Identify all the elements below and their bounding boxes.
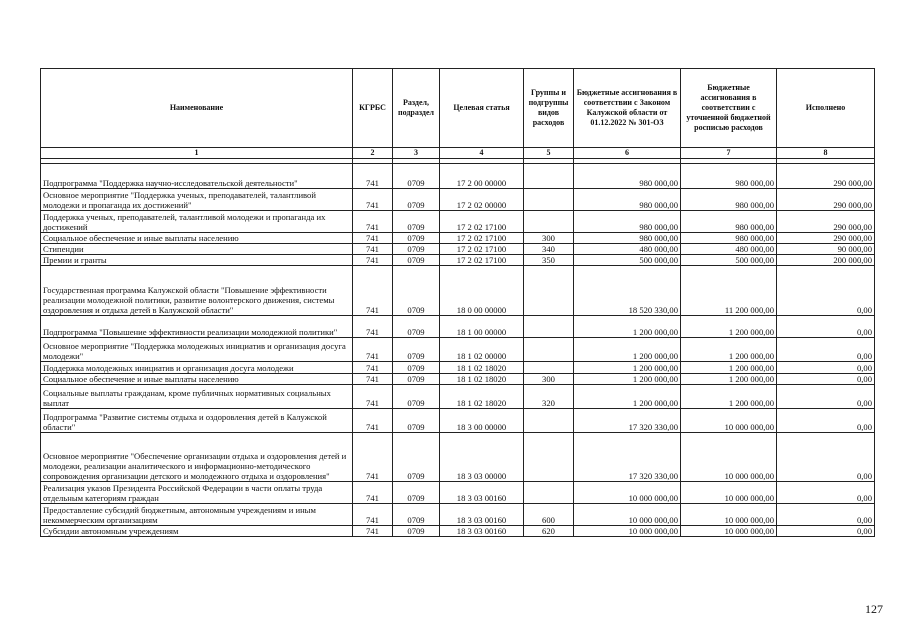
kgrbs-cell: 741 — [353, 362, 393, 374]
law-allocation-cell: 980 000,00 — [574, 211, 681, 233]
expense-group-cell — [524, 266, 574, 316]
item-name: Поддержка ученых, преподавателей, талантливой молодежи и пропаганда их достижений — [41, 211, 353, 233]
law-allocation-cell: 10 000 000,00 — [574, 504, 681, 526]
refined-allocation-cell: 980 000,00 — [681, 233, 777, 244]
table-row — [41, 211, 875, 233]
column-number: 5 — [524, 148, 574, 159]
item-name: Социальное обеспечение и иные выплаты населению — [41, 374, 353, 385]
refined-allocation-cell: 1 200 000,00 — [681, 338, 777, 362]
table-row — [41, 526, 875, 537]
target-article-cell: 18 3 03 00160 — [440, 482, 524, 504]
column-number: 1 — [41, 148, 353, 159]
expense-group-cell — [524, 211, 574, 233]
executed-cell: 290 000,00 — [777, 233, 875, 244]
header-section: Раздел, подраздел — [393, 69, 440, 148]
header-name: Наименование — [41, 69, 353, 148]
header-law-allocations: Бюджетные ассигнования в соответствии с Законом Калужской области от 01.12.2022 № 301-ОЗ — [574, 69, 681, 148]
column-number: 6 — [574, 148, 681, 159]
law-allocation-cell: 980 000,00 — [574, 233, 681, 244]
refined-allocation-cell: 1 200 000,00 — [681, 316, 777, 338]
expense-group-cell: 320 — [524, 385, 574, 409]
kgrbs-cell: 741 — [353, 504, 393, 526]
law-allocation-cell: 17 320 330,00 — [574, 433, 681, 482]
column-number: 4 — [440, 148, 524, 159]
law-allocation-cell: 1 200 000,00 — [574, 374, 681, 385]
section-cell: 0709 — [393, 409, 440, 433]
expense-group-cell — [524, 164, 574, 189]
item-name: Подпрограмма "Развитие системы отдыха и оздоровления детей в Калужской области" — [41, 409, 353, 433]
target-article-cell: 17 2 00 00000 — [440, 164, 524, 189]
item-name: Предоставление субсидий бюджетным, автономным учреждениям и иным некоммерческим организациям — [41, 504, 353, 526]
target-article-cell: 18 3 03 00160 — [440, 504, 524, 526]
expense-group-cell — [524, 189, 574, 211]
expense-group-cell: 300 — [524, 233, 574, 244]
section-cell: 0709 — [393, 374, 440, 385]
expense-group-cell — [524, 433, 574, 482]
table-row — [41, 164, 875, 189]
kgrbs-cell: 741 — [353, 338, 393, 362]
target-article-cell: 17 2 02 17100 — [440, 255, 524, 266]
target-article-cell: 18 1 02 18020 — [440, 362, 524, 374]
kgrbs-cell: 741 — [353, 374, 393, 385]
law-allocation-cell: 980 000,00 — [574, 164, 681, 189]
header-refined-allocations: Бюджетные ассигнования в соответствии с уточненной бюджетной росписью расходов — [681, 69, 777, 148]
item-name: Подпрограмма "Поддержка научно-исследовательской деятельности" — [41, 164, 353, 189]
executed-cell: 0,00 — [777, 385, 875, 409]
page-number: 127 — [865, 602, 883, 616]
kgrbs-cell: 741 — [353, 211, 393, 233]
section-cell: 0709 — [393, 482, 440, 504]
refined-allocation-cell: 1 200 000,00 — [681, 374, 777, 385]
target-article-cell: 18 3 00 00000 — [440, 409, 524, 433]
refined-allocation-cell: 480 000,00 — [681, 244, 777, 255]
kgrbs-cell: 741 — [353, 385, 393, 409]
target-article-cell: 18 3 03 00000 — [440, 433, 524, 482]
refined-allocation-cell: 1 200 000,00 — [681, 385, 777, 409]
target-article-cell: 17 2 02 17100 — [440, 233, 524, 244]
refined-allocation-cell: 980 000,00 — [681, 189, 777, 211]
column-number: 7 — [681, 148, 777, 159]
header-expense-groups: Группы и подгруппы видов расходов — [524, 69, 574, 148]
table-row — [41, 482, 875, 504]
section-cell: 0709 — [393, 233, 440, 244]
item-name: Премии и гранты — [41, 255, 353, 266]
section-cell: 0709 — [393, 255, 440, 266]
executed-cell: 290 000,00 — [777, 189, 875, 211]
section-cell: 0709 — [393, 211, 440, 233]
expense-group-cell — [524, 338, 574, 362]
kgrbs-cell: 741 — [353, 233, 393, 244]
table-row — [41, 266, 875, 316]
law-allocation-cell: 1 200 000,00 — [574, 338, 681, 362]
target-article-cell: 18 1 02 18020 — [440, 385, 524, 409]
column-number: 8 — [777, 148, 875, 159]
refined-allocation-cell: 10 000 000,00 — [681, 409, 777, 433]
executed-cell: 290 000,00 — [777, 164, 875, 189]
target-article-cell: 18 3 03 00160 — [440, 526, 524, 537]
refined-allocation-cell: 11 200 000,00 — [681, 266, 777, 316]
table-row — [41, 385, 875, 409]
kgrbs-cell: 741 — [353, 189, 393, 211]
expense-group-cell: 600 — [524, 504, 574, 526]
kgrbs-cell: 741 — [353, 433, 393, 482]
law-allocation-cell: 10 000 000,00 — [574, 526, 681, 537]
item-name: Основное мероприятие "Поддержка ученых, преподавателей, талантливой молодежи и пропаганда их достижений" — [41, 189, 353, 211]
law-allocation-cell: 1 200 000,00 — [574, 362, 681, 374]
item-name: Основное мероприятие "Обеспечение организации отдыха и оздоровления детей и молодежи, реализации аналитического и информационно-методического сопровождения организации детского и молодежного отдыха и оздоровления" — [41, 433, 353, 482]
section-cell: 0709 — [393, 526, 440, 537]
section-cell: 0709 — [393, 433, 440, 482]
header-executed: Исполнено — [777, 69, 875, 148]
law-allocation-cell: 500 000,00 — [574, 255, 681, 266]
item-name: Стипендии — [41, 244, 353, 255]
target-article-cell: 18 1 00 00000 — [440, 316, 524, 338]
target-article-cell: 18 1 02 00000 — [440, 338, 524, 362]
table-row — [41, 233, 875, 244]
section-cell: 0709 — [393, 244, 440, 255]
table-row — [41, 504, 875, 526]
budget-table — [40, 68, 875, 537]
table-row — [41, 255, 875, 266]
item-name: Социальные выплаты гражданам, кроме публичных нормативных социальных выплат — [41, 385, 353, 409]
law-allocation-cell: 1 200 000,00 — [574, 316, 681, 338]
refined-allocation-cell: 10 000 000,00 — [681, 504, 777, 526]
expense-group-cell: 300 — [524, 374, 574, 385]
expense-group-cell: 340 — [524, 244, 574, 255]
target-article-cell: 18 0 00 00000 — [440, 266, 524, 316]
law-allocation-cell: 1 200 000,00 — [574, 385, 681, 409]
table-row — [41, 409, 875, 433]
law-allocation-cell: 18 520 330,00 — [574, 266, 681, 316]
item-name: Поддержка молодежных инициатив и организация досуга молодежи — [41, 362, 353, 374]
item-name: Социальное обеспечение и иные выплаты населению — [41, 233, 353, 244]
kgrbs-cell: 741 — [353, 316, 393, 338]
expense-group-cell — [524, 409, 574, 433]
target-article-cell: 18 1 02 18020 — [440, 374, 524, 385]
executed-cell: 0,00 — [777, 362, 875, 374]
refined-allocation-cell: 980 000,00 — [681, 211, 777, 233]
executed-cell: 0,00 — [777, 504, 875, 526]
refined-allocation-cell: 1 200 000,00 — [681, 362, 777, 374]
header-kgrbs: КГРБС — [353, 69, 393, 148]
table-row — [41, 362, 875, 374]
kgrbs-cell: 741 — [353, 482, 393, 504]
law-allocation-cell: 980 000,00 — [574, 189, 681, 211]
section-cell: 0709 — [393, 164, 440, 189]
executed-cell: 0,00 — [777, 482, 875, 504]
item-name: Реализация указов Президента Российской Федерации в части оплаты труда отдельным категориям граждан — [41, 482, 353, 504]
section-cell: 0709 — [393, 362, 440, 374]
executed-cell: 0,00 — [777, 433, 875, 482]
kgrbs-cell: 741 — [353, 164, 393, 189]
executed-cell: 90 000,00 — [777, 244, 875, 255]
executed-cell: 0,00 — [777, 374, 875, 385]
section-cell: 0709 — [393, 504, 440, 526]
refined-allocation-cell: 10 000 000,00 — [681, 526, 777, 537]
header-target-article: Целевая статья — [440, 69, 524, 148]
column-number: 2 — [353, 148, 393, 159]
item-name: Подпрограмма "Повышение эффективности реализации молодежной политики" — [41, 316, 353, 338]
kgrbs-cell: 741 — [353, 526, 393, 537]
expense-group-cell: 350 — [524, 255, 574, 266]
item-name: Основное мероприятие "Поддержка молодежных инициатив и организация досуга молодежи" — [41, 338, 353, 362]
section-cell: 0709 — [393, 266, 440, 316]
refined-allocation-cell: 500 000,00 — [681, 255, 777, 266]
refined-allocation-cell: 980 000,00 — [681, 164, 777, 189]
section-cell: 0709 — [393, 385, 440, 409]
table-row — [41, 189, 875, 211]
kgrbs-cell: 741 — [353, 266, 393, 316]
section-cell: 0709 — [393, 189, 440, 211]
executed-cell: 200 000,00 — [777, 255, 875, 266]
section-cell: 0709 — [393, 316, 440, 338]
kgrbs-cell: 741 — [353, 255, 393, 266]
refined-allocation-cell: 10 000 000,00 — [681, 482, 777, 504]
expense-group-cell: 620 — [524, 526, 574, 537]
column-number-row — [41, 148, 875, 159]
kgrbs-cell: 741 — [353, 409, 393, 433]
executed-cell: 0,00 — [777, 266, 875, 316]
table-row — [41, 338, 875, 362]
target-article-cell: 17 2 02 17100 — [440, 244, 524, 255]
column-number: 3 — [393, 148, 440, 159]
table-row — [41, 374, 875, 385]
executed-cell: 0,00 — [777, 338, 875, 362]
executed-cell: 290 000,00 — [777, 211, 875, 233]
target-article-cell: 17 2 02 00000 — [440, 189, 524, 211]
kgrbs-cell: 741 — [353, 244, 393, 255]
expense-group-cell — [524, 316, 574, 338]
executed-cell: 0,00 — [777, 316, 875, 338]
header-row — [41, 69, 875, 148]
expense-group-cell — [524, 362, 574, 374]
executed-cell: 0,00 — [777, 526, 875, 537]
target-article-cell: 17 2 02 17100 — [440, 211, 524, 233]
table-row — [41, 316, 875, 338]
law-allocation-cell: 10 000 000,00 — [574, 482, 681, 504]
law-allocation-cell: 480 000,00 — [574, 244, 681, 255]
item-name: Государственная программа Калужской области "Повышение эффективности реализации молодежной политики, развитие волонтерского движения, системы оздоровления и отдыха детей в Калужской области" — [41, 266, 353, 316]
table-row — [41, 244, 875, 255]
section-cell: 0709 — [393, 338, 440, 362]
executed-cell: 0,00 — [777, 409, 875, 433]
law-allocation-cell: 17 320 330,00 — [574, 409, 681, 433]
table-row — [41, 433, 875, 482]
refined-allocation-cell: 10 000 000,00 — [681, 433, 777, 482]
item-name: Субсидии автономным учреждениям — [41, 526, 353, 537]
expense-group-cell — [524, 482, 574, 504]
